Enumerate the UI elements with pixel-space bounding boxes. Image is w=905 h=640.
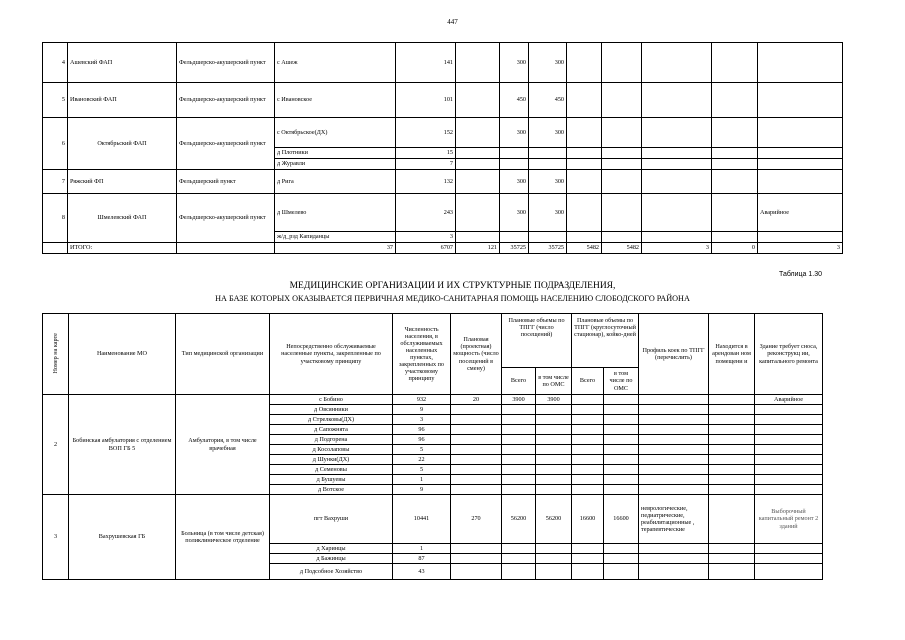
header-incl-oms: в том числе по ОМС (536, 368, 572, 395)
total-capacity: 121 (456, 243, 500, 254)
total-volume-all: 35725 (500, 243, 529, 254)
org-type: Больница (в том числе детская) поликлиническое отделение (176, 495, 270, 580)
population: 15 (396, 148, 456, 159)
place: д Подсобное Хозяйство (270, 564, 393, 580)
header-all: Всего (502, 368, 536, 395)
table-row (43, 194, 843, 232)
capacity (456, 170, 500, 194)
org-type: Фельдшерско-акушерский пункт (177, 118, 275, 170)
volume-all: 300 (500, 170, 529, 194)
repair-note: Аварийное (755, 395, 823, 405)
org-type: Фельдшерско-акушерский пункт (177, 83, 275, 118)
table-row (43, 395, 823, 405)
place: д Вотское (270, 485, 393, 495)
table-row (43, 83, 843, 118)
capacity: 270 (451, 495, 502, 544)
population: 152 (396, 118, 456, 148)
volume-oms: 300 (529, 118, 567, 148)
population: 141 (396, 43, 456, 83)
place: д Стрелковы(ДХ) (270, 415, 393, 425)
header-num: Номер на карте (51, 332, 59, 374)
header-lease: Находится в арендован ном помещени и (709, 314, 755, 395)
header-row (43, 314, 823, 368)
header-volume-in: Плановые объемы по ТПГГ (круглосуточный стационар), койко-дней (572, 314, 639, 368)
volume-oms: 300 (529, 170, 567, 194)
header-all: Всего (572, 368, 604, 395)
total-profile: 3 (642, 243, 712, 254)
population: 1 (393, 544, 451, 554)
place: с Октябрьское(ДХ) (275, 118, 396, 148)
place: д Шунки(ДХ) (270, 455, 393, 465)
row-num: 4 (43, 43, 68, 83)
org-name: Октябрьский ФАП (68, 118, 177, 170)
header-profile: Профиль коек по ТПГГ (перечислить) (639, 314, 709, 395)
total-volume-oms: 35725 (529, 243, 567, 254)
org-type: Фельдшерский пункт (177, 170, 275, 194)
org-type: Фельдшерско-акушерский пункт (177, 43, 275, 83)
table-number: Таблица 1.30 (778, 271, 822, 278)
row-num: 2 (43, 395, 69, 495)
place: с Бобино (270, 395, 393, 405)
place: с Ивановское (275, 83, 396, 118)
population: 243 (396, 194, 456, 232)
population: 9 (393, 405, 451, 415)
header-repair: Здание требует сноса, реконструкц ии, капитального ремонта (755, 314, 823, 395)
population: 5 (393, 445, 451, 455)
population: 132 (396, 170, 456, 194)
capacity: 20 (451, 395, 502, 405)
org-name: Ашевский ФАП (68, 43, 177, 83)
row-num: 3 (43, 495, 69, 580)
volume-oms: 450 (529, 83, 567, 118)
volume-oms: 300 (529, 43, 567, 83)
population: 7 (396, 159, 456, 170)
volume-oms: 56200 (536, 495, 572, 544)
population: 43 (393, 564, 451, 580)
org-type: Фельдшерско-акушерский пункт (177, 194, 275, 243)
population: 9 (393, 485, 451, 495)
total-lease: 0 (712, 243, 758, 254)
header-places: Непосредственно обслуживаемые населенные пункты, закрепленные по участковому принципу (270, 314, 393, 395)
population: 10441 (393, 495, 451, 544)
header-incl-oms: в том числе по ОМС (604, 368, 639, 395)
header-population: Численность населения, в обслуживаемых населенных пунктах, закрепленных по участковому принципу (393, 314, 451, 395)
population: 932 (393, 395, 451, 405)
capacity (456, 43, 500, 83)
place: д Косолаповы (270, 445, 393, 455)
org-name: Ивановский ФАП (68, 83, 177, 118)
table-row (43, 118, 843, 148)
total-repair: 3 (758, 243, 843, 254)
row-num: 6 (43, 118, 68, 170)
org-name: Вахрушевская ГБ (69, 495, 176, 580)
place: д Журавли (275, 159, 396, 170)
place: ж/д_рзд Капиданцы (275, 232, 396, 243)
volume-all: 300 (500, 194, 529, 232)
table-row (43, 495, 823, 544)
place: пгт Вахруши (270, 495, 393, 544)
header-name: Наименование МО (69, 314, 176, 395)
population: 1 (393, 475, 451, 485)
stationary-oms: 16600 (604, 495, 639, 544)
org-name: Бобинская амбулатория с отделением ВОП ГБ 5 (69, 395, 176, 495)
population: 3 (393, 415, 451, 425)
section-title: МЕДИЦИНСКИЕ ОРГАНИЗАЦИИ И ИХ СТРУКТУРНЫЕ ПОДРАЗДЕЛЕНИЯ, (289, 281, 616, 291)
population: 96 (393, 425, 451, 435)
place: д Рига (275, 170, 396, 194)
row-num: 5 (43, 83, 68, 118)
place: д Бажинцы (270, 554, 393, 564)
place: д Плотники (275, 148, 396, 159)
place: д Шмелево (275, 194, 396, 232)
header-volume-out: Плановые объемы по ТПГГ (число посещений) (502, 314, 572, 368)
population: 87 (393, 554, 451, 564)
row-num: 7 (43, 170, 68, 194)
org-name: Шмелевский ФАП (68, 194, 177, 243)
continuation-table (42, 42, 843, 254)
bed-profile: неврологические, педиатрические, реабилитационные , терапевтические (639, 495, 709, 544)
stationary-all: 16600 (572, 495, 604, 544)
facilities-table (42, 313, 823, 580)
row-num: 8 (43, 194, 68, 243)
org-type: Амбулатория, в том числе врачебная (176, 395, 270, 495)
capacity (456, 83, 500, 118)
population: 22 (393, 455, 451, 465)
place: д Сапожнята (270, 425, 393, 435)
volume-oms: 300 (529, 194, 567, 232)
place: с Ашеж (275, 43, 396, 83)
total-stationary-all: 5482 (567, 243, 602, 254)
header-capacity: Плановая (проектная) мощность (число посещений в смену) (451, 314, 502, 395)
header-type: Тип медицинской организации (176, 314, 270, 395)
population: 5 (393, 465, 451, 475)
volume-all: 300 (500, 43, 529, 83)
repair-note: Аварийное (758, 194, 843, 232)
volume-all: 300 (500, 118, 529, 148)
population: 101 (396, 83, 456, 118)
volume-all: 56200 (502, 495, 536, 544)
total-label: ИТОГО: (68, 243, 177, 254)
repair-note: Выборочный капитальный ремонт 2 зданий (755, 495, 823, 544)
total-type-sum: 37 (275, 243, 396, 254)
capacity (456, 194, 500, 232)
place: д Овсянники (270, 405, 393, 415)
population: 3 (396, 232, 456, 243)
org-name: Ряжский ФП (68, 170, 177, 194)
page-number: 447 (447, 18, 458, 26)
place: д Подгорена (270, 435, 393, 445)
volume-oms: 3900 (536, 395, 572, 405)
total-population: 6707 (396, 243, 456, 254)
table-row (43, 170, 843, 194)
place: д Семеновы (270, 465, 393, 475)
place: д Харинцы (270, 544, 393, 554)
total-stationary-oms: 5482 (602, 243, 642, 254)
volume-all: 3900 (502, 395, 536, 405)
population: 96 (393, 435, 451, 445)
place: д Бушуевы (270, 475, 393, 485)
volume-all: 450 (500, 83, 529, 118)
table-row (43, 43, 843, 83)
capacity (456, 118, 500, 148)
section-subtitle: НА БАЗЕ КОТОРЫХ ОКАЗЫВАЕТСЯ ПЕРВИЧНАЯ МЕДИКО-САНИТАРНАЯ ПОМОЩЬ НАСЕЛЕНИЮ СЛОБОДСКОГО РАЙОНА (215, 294, 690, 303)
total-row (43, 243, 843, 254)
